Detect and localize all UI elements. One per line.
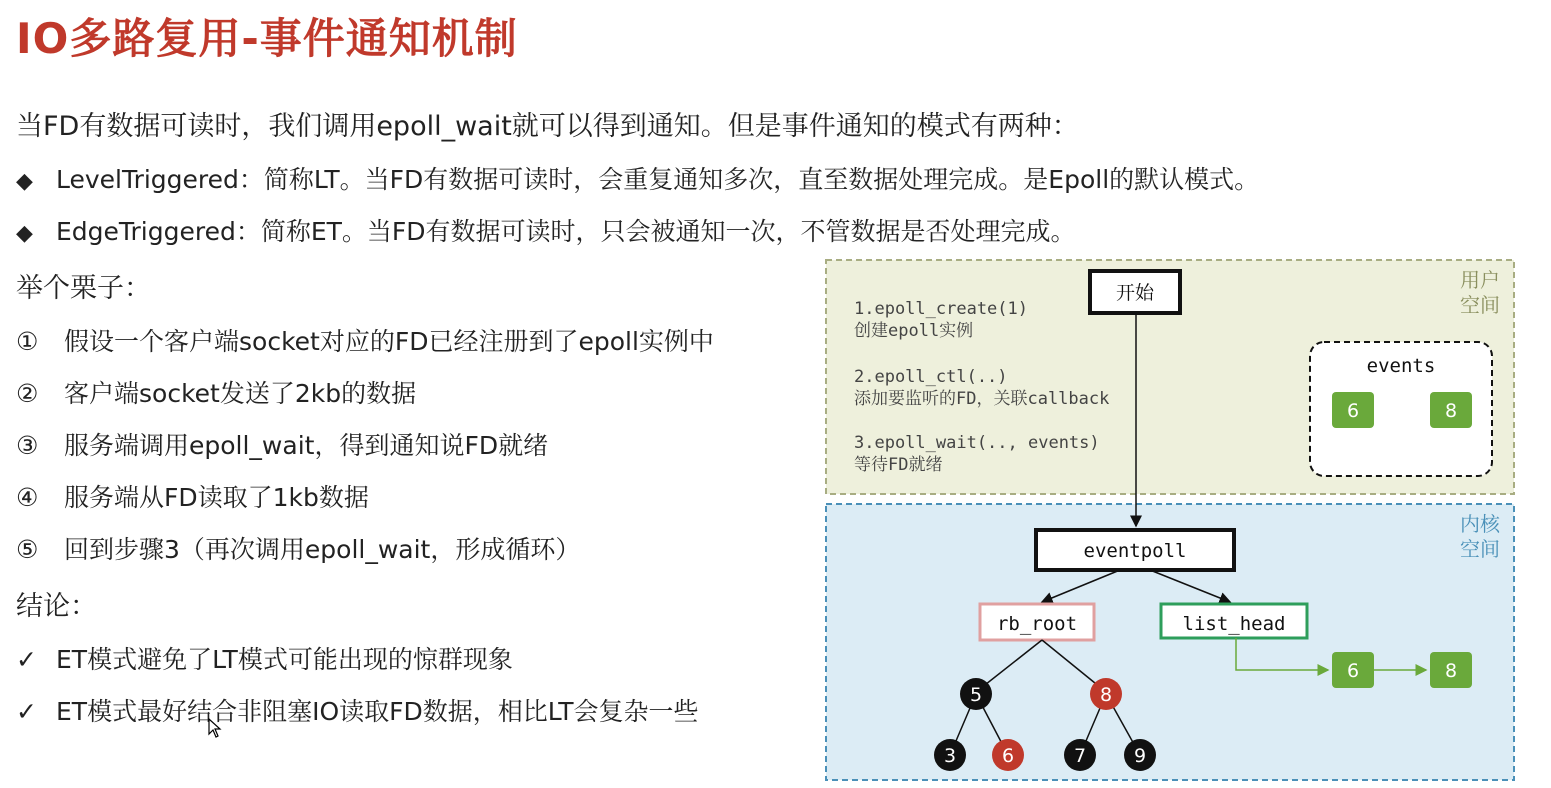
- example-item: [16, 426, 548, 462]
- epoll-diagram: [820, 252, 1520, 784]
- kernel-space-label: 空间: [1460, 537, 1500, 561]
- conclusion-text: ET模式避免了LT模式可能出现的惊群现象: [56, 645, 513, 674]
- circled-number: ①: [16, 327, 39, 356]
- mode-text: EdgeTriggered：简称ET。当FD有数据可读时，只会被通知一次，不管数据是否处理完成。: [56, 217, 1076, 246]
- intro-text: 当FD有数据可读时，我们调用epoll_wait就可以得到通知。但是事件通知的模式有两种：: [16, 111, 1079, 142]
- events-item: 6: [1346, 400, 1360, 422]
- tree-node-label: 3: [943, 745, 957, 767]
- example-item: [16, 374, 416, 410]
- mode-text: LevelTriggered：简称LT。当FD有数据可读时，会重复通知多次，直至数据处理完成。是Epoll的默认模式。: [56, 165, 1260, 194]
- example-heading: 举个栗子：: [16, 273, 151, 304]
- conclusion-heading: 结论：: [16, 591, 97, 622]
- circled-number: ⑤: [16, 535, 39, 564]
- events-item: 8: [1444, 400, 1458, 422]
- step-desc: 添加要监听的FD，关联callback: [854, 389, 1110, 409]
- step-code: 3.epoll_wait(.., events): [854, 433, 1100, 453]
- example-item: [16, 322, 714, 358]
- list-head-label: list_head: [1182, 613, 1286, 635]
- example-text: 服务端从FD读取了1kb数据: [64, 483, 369, 512]
- start-label: 开始: [1115, 282, 1155, 304]
- list-item: 6: [1346, 660, 1360, 682]
- example-text: 假设一个客户端socket对应的FD已经注册到了epoll实例中: [64, 327, 714, 356]
- mouse-cursor-icon: [208, 718, 222, 738]
- tree-node-label: 8: [1099, 684, 1113, 706]
- circled-number: ④: [16, 483, 39, 512]
- conclusion-item: [16, 692, 699, 728]
- tree-node-label: 6: [1001, 745, 1015, 767]
- conclusion-item: [16, 640, 513, 676]
- conclusion-text: ET模式最好结合非阻塞IO读取FD数据，相比LT会复杂一些: [56, 697, 699, 726]
- kernel-space-label: 内核: [1460, 512, 1500, 536]
- rb-root-label: rb_root: [996, 613, 1078, 635]
- step-code: 1.epoll_create(1): [854, 299, 1028, 319]
- step-desc: 等待FD就绪: [854, 455, 943, 475]
- events-label: events: [1366, 355, 1436, 377]
- example-text: 服务端调用epoll_wait，得到通知说FD就绪: [64, 431, 549, 460]
- tree-node-label: 9: [1133, 745, 1147, 767]
- page-title: IO多路复用-事件通知机制: [16, 14, 518, 63]
- step-desc: 创建epoll实例: [854, 321, 974, 341]
- tree-node-label: 7: [1073, 745, 1087, 767]
- tree-node-label: 5: [969, 684, 983, 706]
- check-icon: ✓: [16, 697, 37, 726]
- example-text: 回到步骤3（再次调用epoll_wait，形成循环）: [64, 535, 581, 564]
- diamond-bullet-icon: ◆: [16, 221, 33, 246]
- mode-item-lt: [16, 160, 1259, 196]
- step-code: 2.epoll_ctl(..): [854, 367, 1008, 387]
- example-item: [16, 530, 580, 566]
- mode-item-et: [16, 212, 1076, 248]
- circled-number: ③: [16, 431, 39, 460]
- example-text: 客户端socket发送了2kb的数据: [64, 379, 417, 408]
- eventpoll-label: eventpoll: [1083, 540, 1187, 562]
- list-item: 8: [1444, 660, 1458, 682]
- example-item: [16, 478, 369, 514]
- circled-number: ②: [16, 379, 39, 408]
- user-space-label: 用户: [1460, 268, 1500, 292]
- user-space-label: 空间: [1460, 293, 1500, 317]
- diamond-bullet-icon: ◆: [16, 169, 33, 194]
- check-icon: ✓: [16, 645, 37, 674]
